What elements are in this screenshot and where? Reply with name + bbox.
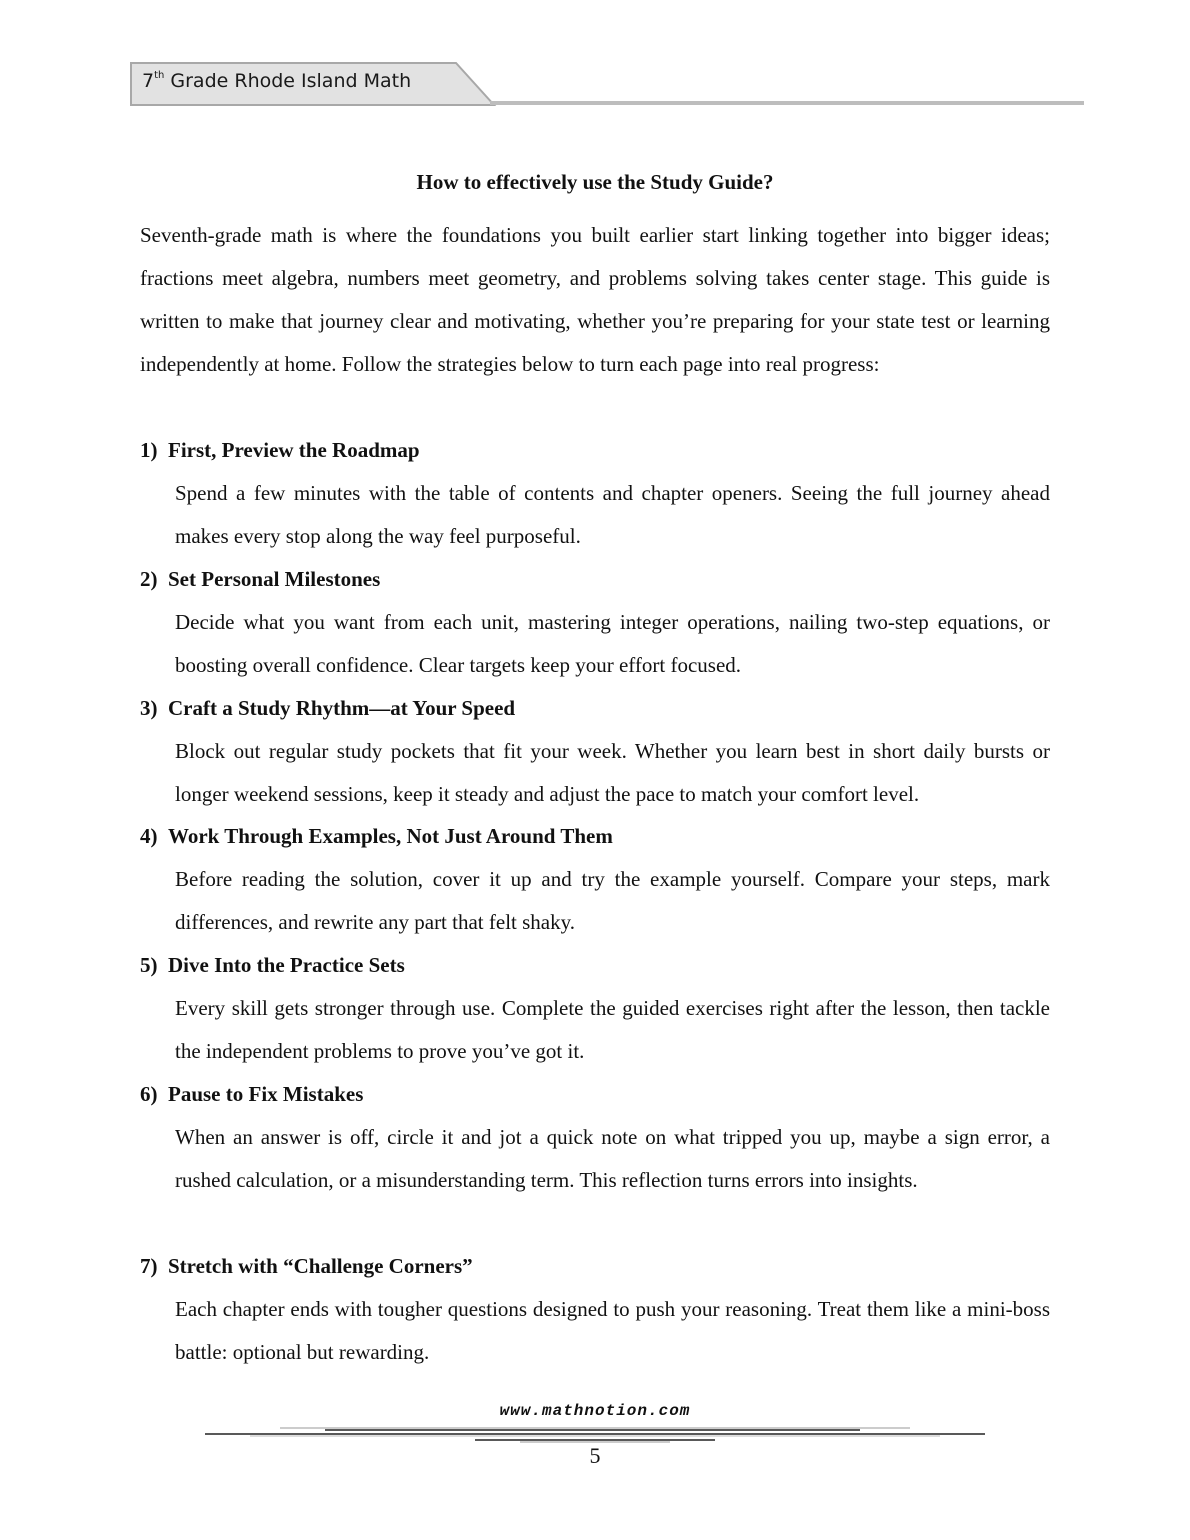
- section-6: [140, 1073, 1050, 1202]
- section-heading: 4) Work Through Examples, Not Just Around Them: [140, 824, 613, 848]
- section-heading: 3) Craft a Study Rhythm—at Your Speed: [140, 696, 516, 720]
- section-body: Block out regular study pockets that fit your week. Whether you learn best in short daily bursts or longer weekend sessions, keep it steady and adjust the pace to match your comfort level.: [175, 739, 1050, 806]
- section-body: Decide what you want from each unit, mastering integer operations, nailing two-step equations, or boosting overall confidence. Clear targets keep your effort focused.: [175, 610, 1050, 677]
- section-heading: 7) Stretch with “Challenge Corners”: [140, 1254, 473, 1278]
- section-body: When an answer is off, circle it and jot a quick note on what tripped you up, maybe a sign error, a rushed calculation, or a misunderstanding term. This reflection turns errors into insights.: [175, 1125, 1050, 1192]
- page-number: 5: [589, 1443, 601, 1468]
- section-heading: 1) First, Preview the Roadmap: [140, 438, 420, 462]
- section-heading: 2) Set Personal Milestones: [140, 567, 381, 591]
- page-title: How to effectively use the Study Guide?: [416, 170, 774, 194]
- section-3: [140, 687, 1050, 816]
- section-7: [140, 1245, 1050, 1374]
- section-5: [140, 944, 1050, 1073]
- section-4: [140, 815, 1050, 944]
- section-body: Every skill gets stronger through use. Complete the guided exercises right after the lesson, then tackle the independent problems to prove you’ve got it.: [175, 996, 1050, 1063]
- section-2: [140, 558, 1050, 687]
- header-title: 7th Grade Rhode Island Math: [142, 69, 412, 92]
- intro-paragraph: Seventh-grade math is where the foundations you built earlier start linking together into bigger ideas; fractions meet algebra, numbers meet geometry, and problems solving takes center stage. This guide is written to make that journey clear and motivating, whether you’re preparing for your state test or learning independently at home. Follow the strategies below to turn each page into real progress:: [140, 223, 1050, 376]
- section-heading: 5) Dive Into the Practice Sets: [140, 953, 405, 977]
- footer-url: www.mathnotion.com: [499, 1402, 691, 1420]
- section-1: [140, 429, 1050, 558]
- section-heading: 6) Pause to Fix Mistakes: [140, 1082, 364, 1106]
- section-body: Each chapter ends with tougher questions designed to push your reasoning. Treat them like a mini-boss battle: optional but rewarding.: [175, 1297, 1050, 1364]
- section-body: Spend a few minutes with the table of contents and chapter openers. Seeing the full journey ahead makes every stop along the way feel purposeful.: [175, 481, 1050, 548]
- header-rule: [490, 101, 1084, 105]
- header-tab: [130, 61, 500, 107]
- section-body: Before reading the solution, cover it up and try the example yourself. Compare your steps, mark differences, and rewrite any part that felt shaky.: [175, 867, 1050, 934]
